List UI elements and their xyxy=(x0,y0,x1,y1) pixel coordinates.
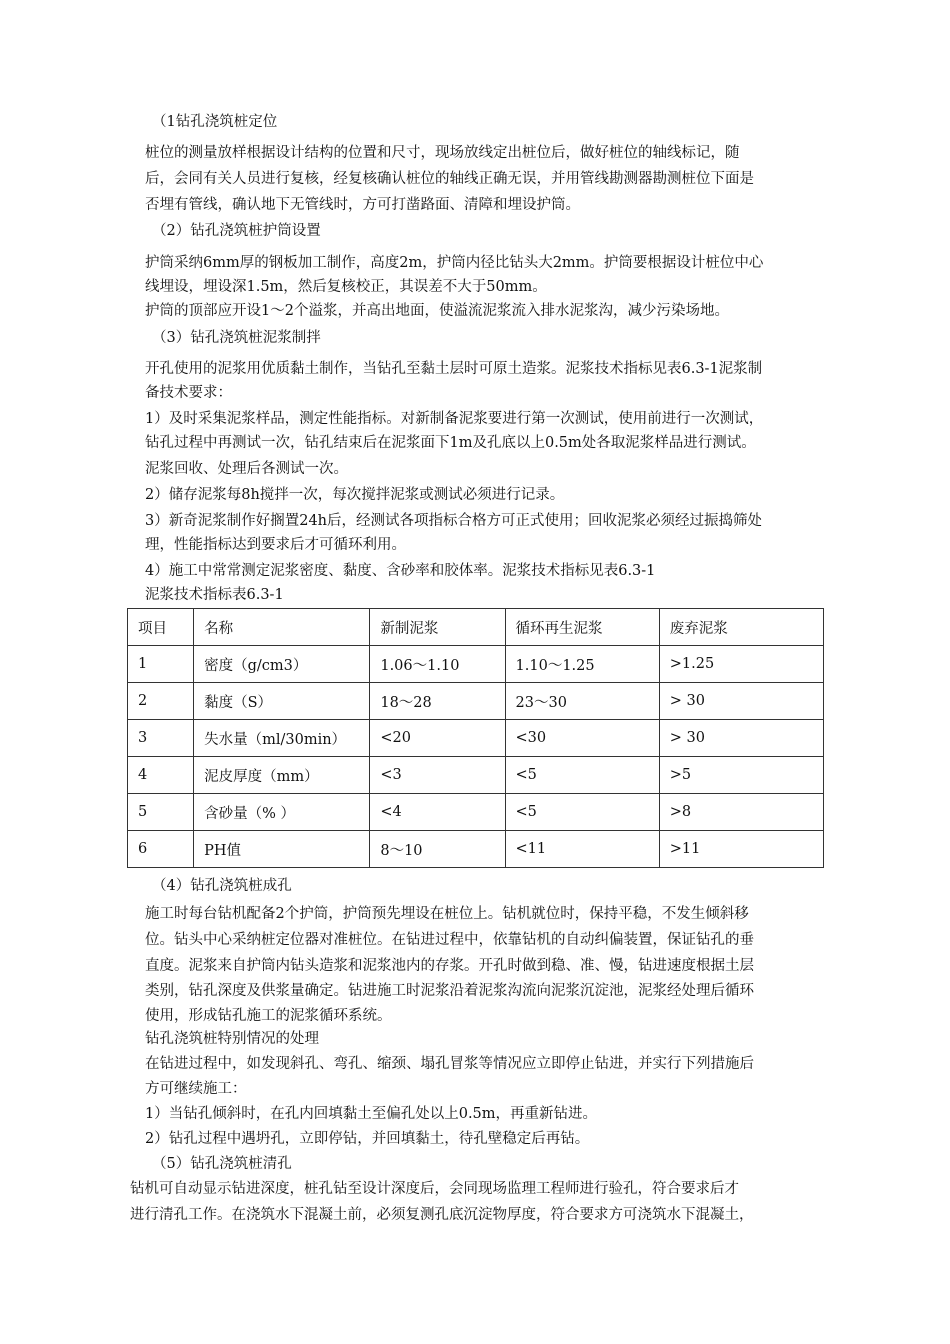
mud-spec-table xyxy=(127,608,824,868)
paragraph-line: 3）新奇泥浆制作好搁置24h后，经测试各项指标合格方可正式使用；回收泥浆必须经过振捣筛处 xyxy=(145,513,763,529)
paragraph-line: 2）钻孔过程中遇坍孔，立即停钻，并回填黏土，待孔壁稳定后再钻。 xyxy=(145,1131,590,1147)
table-cell: 1.10〜1.25 xyxy=(505,646,659,683)
header-cell: 循环再生泥浆 xyxy=(505,609,659,646)
table-cell: > 30 xyxy=(659,720,823,757)
table-row xyxy=(128,831,824,868)
paragraph-line: 护筒的顶部应开设1〜2个溢浆，并高出地面，使溢流泥浆流入排水泥浆沟，减少污染场地。 xyxy=(145,303,729,319)
table-cell: 1 xyxy=(128,646,194,683)
table-cell: >5 xyxy=(659,757,823,794)
table-cell: <20 xyxy=(370,720,505,757)
paragraph-line: 1）及时采集泥浆样品，测定性能指标。对新制备泥浆要进行第一次测试，使用前进行一次测试， xyxy=(145,411,764,427)
table-cell: > 30 xyxy=(659,683,823,720)
header-cell: 新制泥浆 xyxy=(370,609,505,646)
paragraph-line: 4）施工中常常测定泥浆密度、黏度、含砂率和胶体率。泥浆技术指标见表6.3-1 xyxy=(145,563,656,579)
paragraph-line: 方可继续施工： xyxy=(145,1081,247,1097)
table-cell: <5 xyxy=(505,757,659,794)
header-cell: 名称 xyxy=(194,609,370,646)
table-cell: <5 xyxy=(505,794,659,831)
table-row xyxy=(128,683,824,720)
table-cell: 1.06〜1.10 xyxy=(370,646,505,683)
section-1-title: （1钻孔浇筑桩定位 xyxy=(152,114,278,130)
table-cell: <11 xyxy=(505,831,659,868)
table-row xyxy=(128,646,824,683)
paragraph-line: 施工时每台钻机配备2个护筒，护筒预先埋设在桩位上。钻机就位时，保持平稳，不发生倾斜移 xyxy=(145,906,749,922)
header-cell: 项目 xyxy=(128,609,194,646)
paragraph-line: 钻机可自动显示钻进深度，桩孔钻至设计深度后，会同现场监理工程师进行验孔，符合要求后才 xyxy=(130,1181,739,1197)
table-row xyxy=(128,720,824,757)
paragraph-line: 钻孔过程中再测试一次，钻孔结束后在泥浆面下1m及孔底以上0.5m处各取泥浆样品进行测试。 xyxy=(145,435,756,451)
table-cell: 18〜28 xyxy=(370,683,505,720)
table-cell: 失水量（ml/30min） xyxy=(194,720,370,757)
table-cell: >1.25 xyxy=(659,646,823,683)
paragraph-line: 开孔使用的泥浆用优质黏土制作，当钻孔至黏土层时可原土造浆。泥浆技术指标见表6.3-1泥浆制 xyxy=(145,361,763,377)
section-5-title: （5）钻孔浇筑桩清孔 xyxy=(152,1156,292,1172)
paragraph-line: 泥浆回收、处理后各测试一次。 xyxy=(145,461,348,477)
paragraph-line: 线埋设，埋设深1.5m，然后复核校正，其误差不大于50mm。 xyxy=(145,279,547,295)
table-cell: 23〜30 xyxy=(505,683,659,720)
paragraph-line: 2）储存泥浆每8h搅拌一次，每次搅拌泥浆或测试必须进行记录。 xyxy=(145,487,565,503)
paragraph-line: 进行清孔工作。在浇筑水下混凝土前，必须复测孔底沉淀物厚度，符合要求方可浇筑水下混凝土， xyxy=(130,1207,754,1223)
paragraph-line: 备技术要求： xyxy=(145,385,232,401)
paragraph-line: 后，会同有关人员进行复核，经复核确认桩位的轴线正确无误，并用管线勘测器勘测桩位下面是 xyxy=(145,171,754,187)
paragraph-line: 位。钻头中心采纳桩定位器对准桩位。在钻进过程中，依靠钻机的自动纠偏装置，保证钻孔的垂 xyxy=(145,932,754,948)
table-cell: >8 xyxy=(659,794,823,831)
paragraph-line: 使用，形成钻孔施工的泥浆循环系统。 xyxy=(145,1008,392,1024)
paragraph-line: 理，性能指标达到要求后才可循环利用。 xyxy=(145,537,406,553)
table-row xyxy=(128,794,824,831)
paragraph-line: 直度。泥浆来自护筒内钻头造浆和泥浆池内的存浆。开孔时做到稳、准、慢，钻进速度根据土层 xyxy=(145,958,754,974)
section-3-title: （3）钻孔浇筑桩泥浆制拌 xyxy=(152,330,321,346)
table-row xyxy=(128,757,824,794)
paragraph-line: 类别，钻孔深度及供浆量确定。钻进施工时泥浆沿着泥浆沟流向泥浆沉淀池，泥浆经处理后循环 xyxy=(145,983,754,999)
table-cell: 密度（g/cm3） xyxy=(194,646,370,683)
subheading: 钻孔浇筑桩特别情况的处理 xyxy=(145,1031,319,1047)
table-cell: 8〜10 xyxy=(370,831,505,868)
section-2-title: （2）钻孔浇筑桩护筒设置 xyxy=(152,223,321,239)
table-cell: 泥皮厚度（mm） xyxy=(194,757,370,794)
table-cell: 5 xyxy=(128,794,194,831)
table-cell: 黏度（S） xyxy=(194,683,370,720)
table-cell: >11 xyxy=(659,831,823,868)
table-caption: 泥浆技术指标表6.3-1 xyxy=(145,587,284,603)
table-cell: 含砂量（% ） xyxy=(194,794,370,831)
header-cell: 废弃泥浆 xyxy=(659,609,823,646)
paragraph-line: 1）当钻孔倾斜时，在孔内回填黏土至偏孔处以上0.5m，再重新钻进。 xyxy=(145,1106,598,1122)
table-cell: <30 xyxy=(505,720,659,757)
table-cell: 6 xyxy=(128,831,194,868)
paragraph-line: 在钻进过程中，如发现斜孔、弯孔、缩颈、塌孔冒浆等情况应立即停止钻进，并实行下列措施后 xyxy=(145,1056,754,1072)
table-cell: <4 xyxy=(370,794,505,831)
table-header-row xyxy=(128,609,824,646)
table-cell: <3 xyxy=(370,757,505,794)
table-cell: 2 xyxy=(128,683,194,720)
table-cell: 4 xyxy=(128,757,194,794)
paragraph-line: 护筒采纳6mm厚的钢板加工制作，高度2m，护筒内径比钻头大2mm。护筒要根据设计桩位中心 xyxy=(145,255,764,271)
section-4-title: （4）钻孔浇筑桩成孔 xyxy=(152,878,292,894)
paragraph-line: 否埋有管线，确认地下无管线时，方可打凿路面、清障和埋设护筒。 xyxy=(145,197,580,213)
paragraph-line: 桩位的测量放样根据设计结构的位置和尺寸，现场放线定出桩位后，做好桩位的轴线标记，随 xyxy=(145,145,740,161)
table-cell: PH值 xyxy=(194,831,370,868)
table-cell: 3 xyxy=(128,720,194,757)
